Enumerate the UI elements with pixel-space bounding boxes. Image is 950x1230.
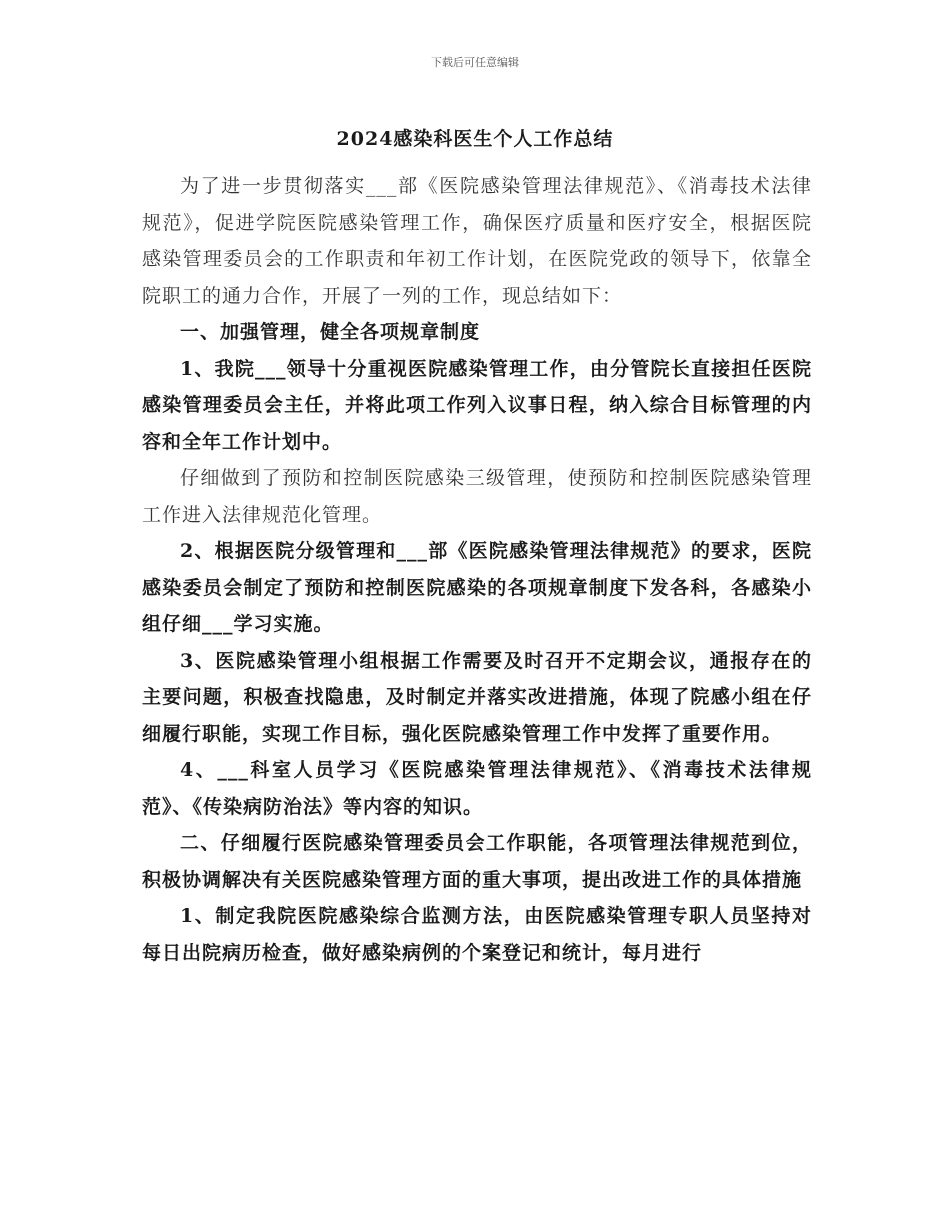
paragraph-2-1: 1、制定我院医院感染综合监测方法，由医院感染管理专职人员坚持对每日出院病历检查，做好感染病例的个案登记和统计，每月进行 bbox=[142, 905, 812, 964]
paragraph-1-1-cont: 仔细做到了预防和控制医院感染三级管理，使预防和控制医院感染管理工作进入法律规范化管理。 bbox=[142, 467, 812, 526]
document-title: 2024感染科医生个人工作总结 bbox=[336, 128, 614, 150]
document-body bbox=[142, 168, 812, 971]
paragraph-1-1: 1、我院___领导十分重视医院感染管理工作，由分管院长直接担任医院感染管理委员会主任，并将此项工作列入议事日程，纳入综合目标管理的内容和全年工作计划中。 bbox=[142, 357, 812, 453]
page-header-note: 下载后可任意编辑 bbox=[431, 56, 519, 69]
paragraph-intro: 为了进一步贯彻落实___部《医院感染管理法律规范》、《消毒技术法律规范》，促进学院医院感染管理工作，确保医疗质量和医疗安全，根据医院感染管理委员会的工作职责和年初工作计划，在医院党政的领导下，依靠全院职工的通力合作，开展了一列的工作，现总结如下： bbox=[142, 175, 812, 307]
paragraph-1-2: 2、根据医院分级管理和___部《医院感染管理法律规范》的要求，医院感染委员会制定了预防和控制医院感染的各项规章制度下发各科，各感染小组仔细___学习实施。 bbox=[142, 540, 812, 635]
paragraph-1-4: 4、___科室人员学习《医院感染管理法律规范》、《消毒技术法律规范》、《传染病防治法》等内容的知识。 bbox=[142, 759, 812, 818]
section-heading-2: 二、仔细履行医院感染管理委员会工作职能，各项管理法律规范到位，积极协调解决有关医院感染管理方面的重大事项，提出改进工作的具体措施 bbox=[142, 832, 812, 891]
section-heading-1: 一、加强管理，健全各项规章制度 bbox=[180, 321, 481, 343]
paragraph-1-3: 3、医院感染管理小组根据工作需要及时召开不定期会议，通报存在的主要问题，积极查找隐患，及时制定并落实改进措施，体现了院感小组在仔细履行职能，实现工作目标，强化医院感染管理工作中发挥了重要作用。 bbox=[142, 649, 812, 745]
